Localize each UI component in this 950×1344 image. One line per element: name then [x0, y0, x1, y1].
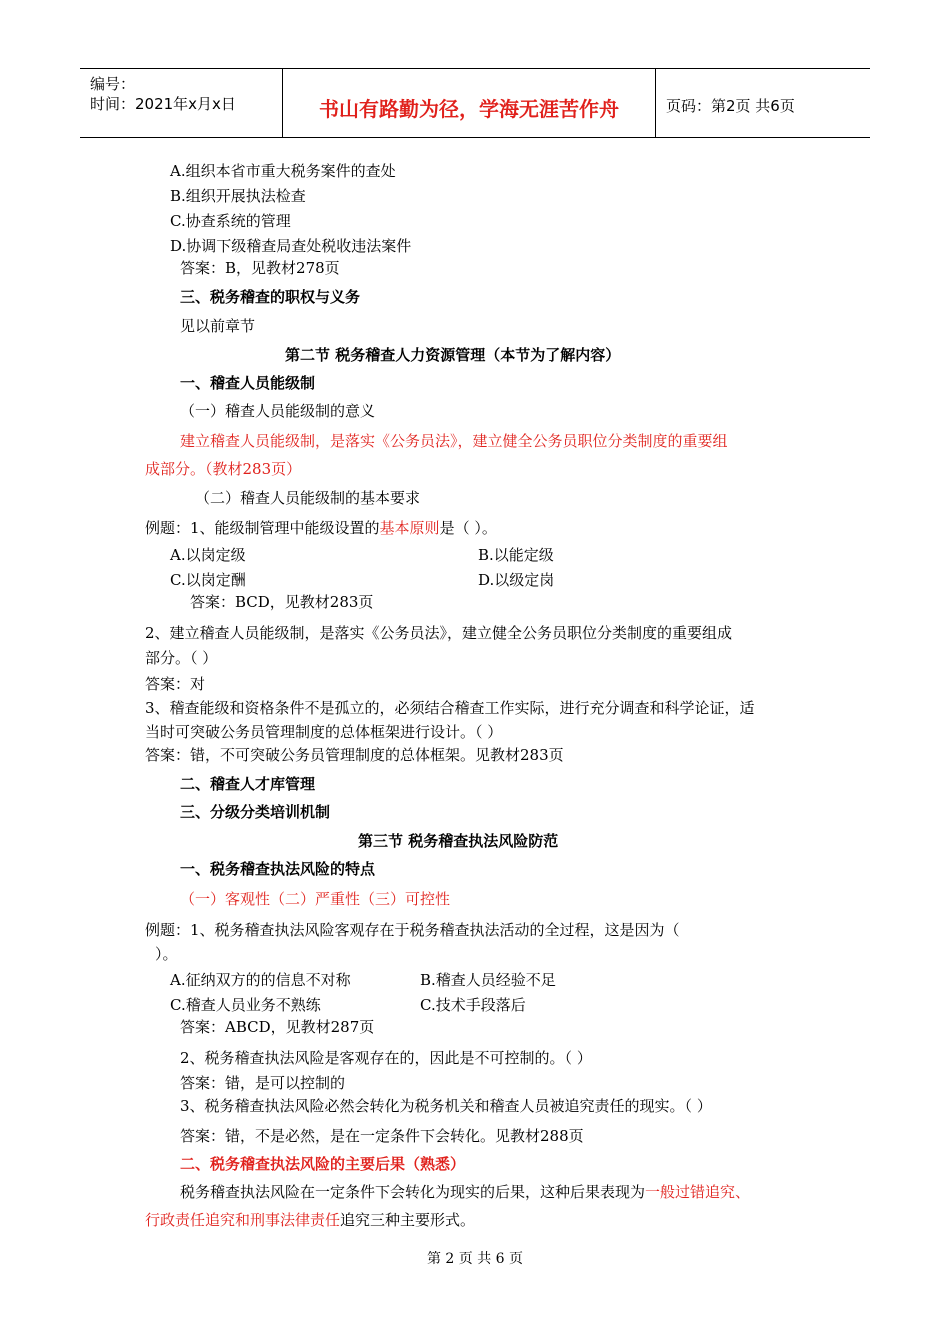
question-line: 例题：1、税务稽查执法风险客观存在于税务稽查执法活动的全过程，这是因为（	[145, 921, 680, 939]
section-heading: 一、稽查人员能级制	[180, 374, 316, 392]
section-heading: 一、税务稽查执法风险的特点	[180, 860, 376, 878]
highlight-paragraph-line: 成部分。（教材283页）	[145, 460, 302, 478]
option-line: A.以岗定级	[170, 546, 246, 564]
answer-line: 答案：错，不可突破公务员管理制度的总体框架。见教材283页	[145, 746, 564, 764]
option-line: D.协调下级稽查局查处税收违法案件	[170, 237, 412, 255]
question-line: 部分。（ ）	[145, 649, 218, 667]
question-line: ）。	[155, 945, 178, 963]
option-line: C.以岗定酬	[170, 571, 246, 589]
page-footer: 第 2 页 共 6 页	[426, 1251, 524, 1267]
option-line: C.稽查人员业务不熟练	[170, 996, 321, 1014]
answer-line: 答案：错，不是必然，是在一定条件下会转化。见教材288页	[180, 1127, 584, 1145]
option-line: B.组织开展执法检查	[170, 187, 306, 205]
answer-line: 答案：错，是可以控制的	[180, 1074, 346, 1092]
subsection-heading: （一）稽查人员能级制的意义	[180, 402, 376, 420]
header-meta-cell	[80, 69, 283, 137]
question-line: 3、稽查能级和资格条件不是孤立的，必须结合稽查工作实际，进行充分调查和科学论证，适	[145, 699, 755, 717]
highlight-paragraph-line: （一）客观性（二）严重性（三）可控性	[180, 890, 451, 908]
paragraph-text: 追究三种主要形式。	[340, 1211, 476, 1229]
document-date-label: 时间：2021年x月x日	[90, 95, 236, 113]
answer-line: 答案：ABCD，见教材287页	[180, 1018, 375, 1036]
question-line: 当时可突破公务员管理制度的总体框架进行设计。（ ）	[145, 723, 503, 741]
section-heading: 二、税务稽查执法风险的主要后果（熟悉）	[180, 1155, 466, 1173]
question-line: 2、税务稽查执法风险是客观存在的，因此是不可控制的。（ ）	[180, 1049, 592, 1067]
header-page-cell	[656, 69, 870, 137]
header-page-number: 页码：第2页 共6页	[666, 97, 795, 115]
chapter-section-title: 第二节 税务稽查人力资源管理（本节为了解内容）	[285, 346, 621, 364]
paragraph-line	[145, 1210, 475, 1230]
option-line: C.技术手段落后	[420, 996, 526, 1014]
section-heading: 三、税务稽查的职权与义务	[180, 288, 361, 306]
paragraph-line: 见以前章节	[180, 317, 256, 335]
question-line: 3、税务稽查执法风险必然会转化为税务机关和稽查人员被追究责任的现实。（ ）	[180, 1097, 712, 1115]
section-heading: 三、分级分类培训机制	[180, 803, 331, 821]
answer-line: 答案：BCD，见教材283页	[190, 593, 374, 611]
option-line: B.以能定级	[478, 546, 554, 564]
highlight-text: 基本原则	[379, 519, 440, 537]
option-line: C.协查系统的管理	[170, 212, 291, 230]
question-text: 是（ ）。	[439, 519, 497, 537]
highlight-text: 行政责任追究和刑事法律责任	[145, 1211, 341, 1229]
question-line: 2、建立稽查人员能级制，是落实《公务员法》，建立健全公务员职位分类制度的重要组成	[145, 624, 733, 642]
document-number-label: 编号：	[90, 75, 136, 93]
question-line	[145, 518, 497, 538]
section-heading: 二、稽查人才库管理	[180, 775, 316, 793]
question-text: 例题：1、能级制管理中能级设置的	[145, 519, 380, 537]
paragraph-line	[180, 1182, 750, 1202]
header-motto-cell	[283, 69, 656, 137]
answer-line: 答案：B，见教材278页	[180, 259, 340, 277]
option-line: A.组织本省市重大税务案件的查处	[170, 162, 396, 180]
option-line: D.以级定岗	[478, 571, 555, 589]
option-line: B.稽查人员经验不足	[420, 971, 556, 989]
header-motto: 书山有路勤为径，学海无涯苦作舟	[319, 97, 619, 121]
paragraph-text: 税务稽查执法风险在一定条件下会转化为现实的后果，这种后果表现为	[180, 1183, 646, 1201]
answer-line: 答案：对	[145, 675, 206, 693]
page-header	[80, 68, 870, 138]
option-line: A.征纳双方的的信息不对称	[170, 971, 351, 989]
subsection-heading: （二）稽查人员能级制的基本要求	[195, 489, 421, 507]
highlight-text: 一般过错追究、	[645, 1183, 751, 1201]
chapter-section-title: 第三节 税务稽查执法风险防范	[358, 832, 559, 850]
highlight-paragraph-line: 建立稽查人员能级制，是落实《公务员法》，建立健全公务员职位分类制度的重要组	[180, 432, 728, 450]
